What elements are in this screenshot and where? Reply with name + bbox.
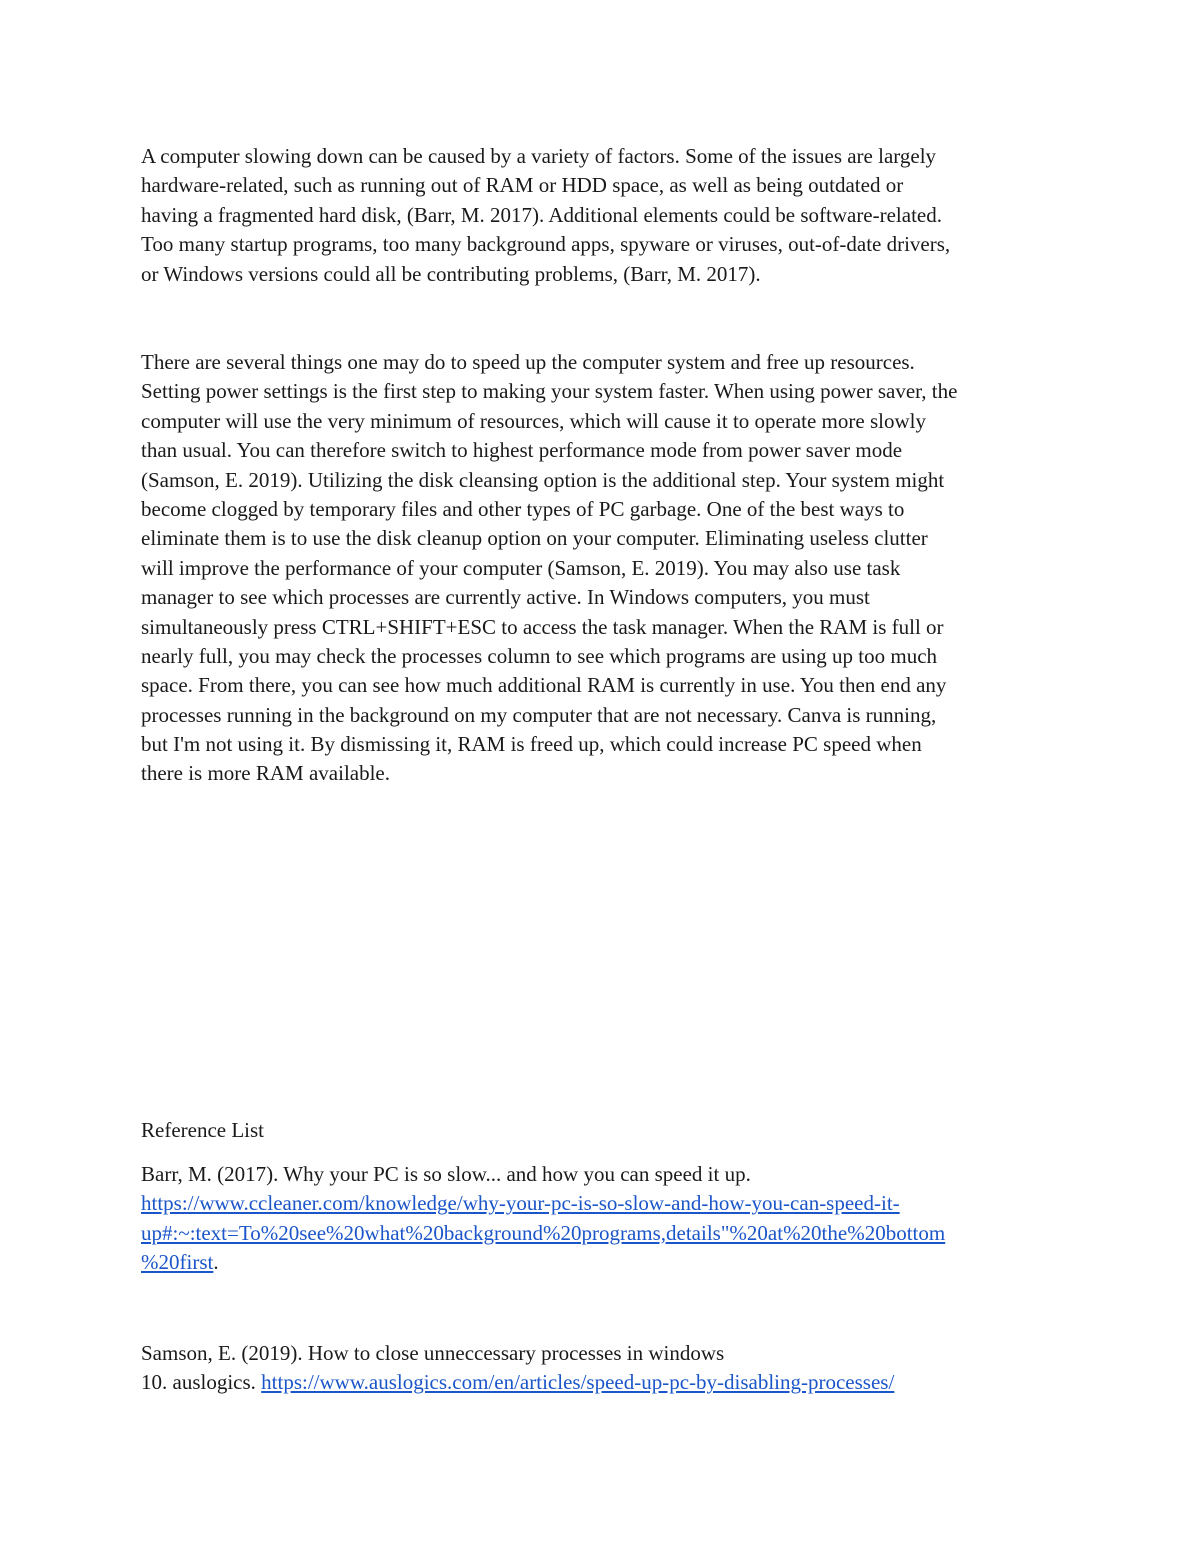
paragraph-line: there is more RAM available. <box>141 761 391 786</box>
reference-1-link[interactable]: https://www.ccleaner.com/knowledge/why-your-pc-is-so-slow-and-how-you-can-speed-it- <box>141 1191 900 1216</box>
reference-2-link[interactable]: https://www.auslogics.com/en/articles/speed-up-pc-by-disabling-processes/ <box>261 1370 895 1395</box>
reference-1-period: . <box>213 1250 219 1275</box>
reference-2-prefix: 10. auslogics. <box>141 1370 262 1395</box>
paragraph-line: Setting power settings is the first step to making your system faster. When using power saver, the <box>141 379 958 404</box>
reference-2-source-line <box>141 1368 1071 1397</box>
paragraph-line: having a fragmented hard disk, (Barr, M. 2017). Additional elements could be software-related. <box>141 202 942 227</box>
paragraph-line: nearly full, you may check the processes column to see which programs are using up too much <box>141 643 938 668</box>
paragraph-line: computer will use the very minimum of resources, which will cause it to operate more slowly <box>141 408 926 433</box>
reference-1-url-line <box>141 1219 1071 1248</box>
paragraph-line: processes running in the background on my computer that are not necessary. Canva is running, <box>141 702 937 727</box>
paragraph-line: or Windows versions could all be contributing problems, (Barr, M. 2017). <box>141 261 761 286</box>
reference-1-link[interactable]: up#:~:text=To%20see%20what%20background%20programs,details"%20at%20the%20bottom <box>141 1220 946 1245</box>
paragraph-line: There are several things one may do to speed up the computer system and free up resources. <box>141 350 915 374</box>
paragraph-line: than usual. You can therefore switch to highest performance mode from power saver mode <box>141 438 903 463</box>
paragraph-line: (Samson, E. 2019). Utilizing the disk cleansing option is the additional step. Your system might <box>141 467 945 492</box>
reference-1-url-line <box>141 1189 1071 1218</box>
reference-list-heading <box>141 1116 1071 1145</box>
paragraph-line: but I'm not using it. By dismissing it, RAM is freed up, which could increase PC speed when <box>141 732 922 757</box>
paragraph-1 <box>141 142 1071 289</box>
reference-1-link[interactable]: %20first <box>141 1250 214 1275</box>
reference-1-citation: Barr, M. (2017). Why your PC is so slow... and how you can speed it up. <box>141 1162 751 1186</box>
paragraph-line: become clogged by temporary files and other types of PC garbage. One of the best ways to <box>141 496 905 521</box>
reference-1-url-line <box>141 1248 1071 1277</box>
paragraph-line: space. From there, you can see how much additional RAM is currently in use. You then end any <box>141 673 947 698</box>
paragraph-line: manager to see which processes are currently active. In Windows computers, you must <box>141 585 870 610</box>
paragraph-line: Too many startup programs, too many background apps, spyware or viruses, out-of-date drivers, <box>141 232 951 257</box>
reference-heading-text: Reference List <box>141 1118 265 1142</box>
reference-2 <box>141 1339 1071 1398</box>
paragraph-line: simultaneously press CTRL+SHIFT+ESC to access the task manager. When the RAM is full or <box>141 614 944 639</box>
reference-2-citation: Samson, E. (2019). How to close unneccessary processes in windows <box>141 1341 725 1365</box>
paragraph-line: hardware-related, such as running out of RAM or HDD space, as well as being outdated or <box>141 173 904 198</box>
paragraph-line: will improve the performance of your computer (Samson, E. 2019). You may also use task <box>141 555 901 580</box>
paragraph-line: A computer slowing down can be caused by a variety of factors. Some of the issues are largely <box>141 144 937 168</box>
paragraph-line: eliminate them is to use the disk cleanup option on your computer. Eliminating useless clutter <box>141 526 928 551</box>
reference-1 <box>141 1160 1071 1278</box>
paragraph-2 <box>141 348 1071 789</box>
